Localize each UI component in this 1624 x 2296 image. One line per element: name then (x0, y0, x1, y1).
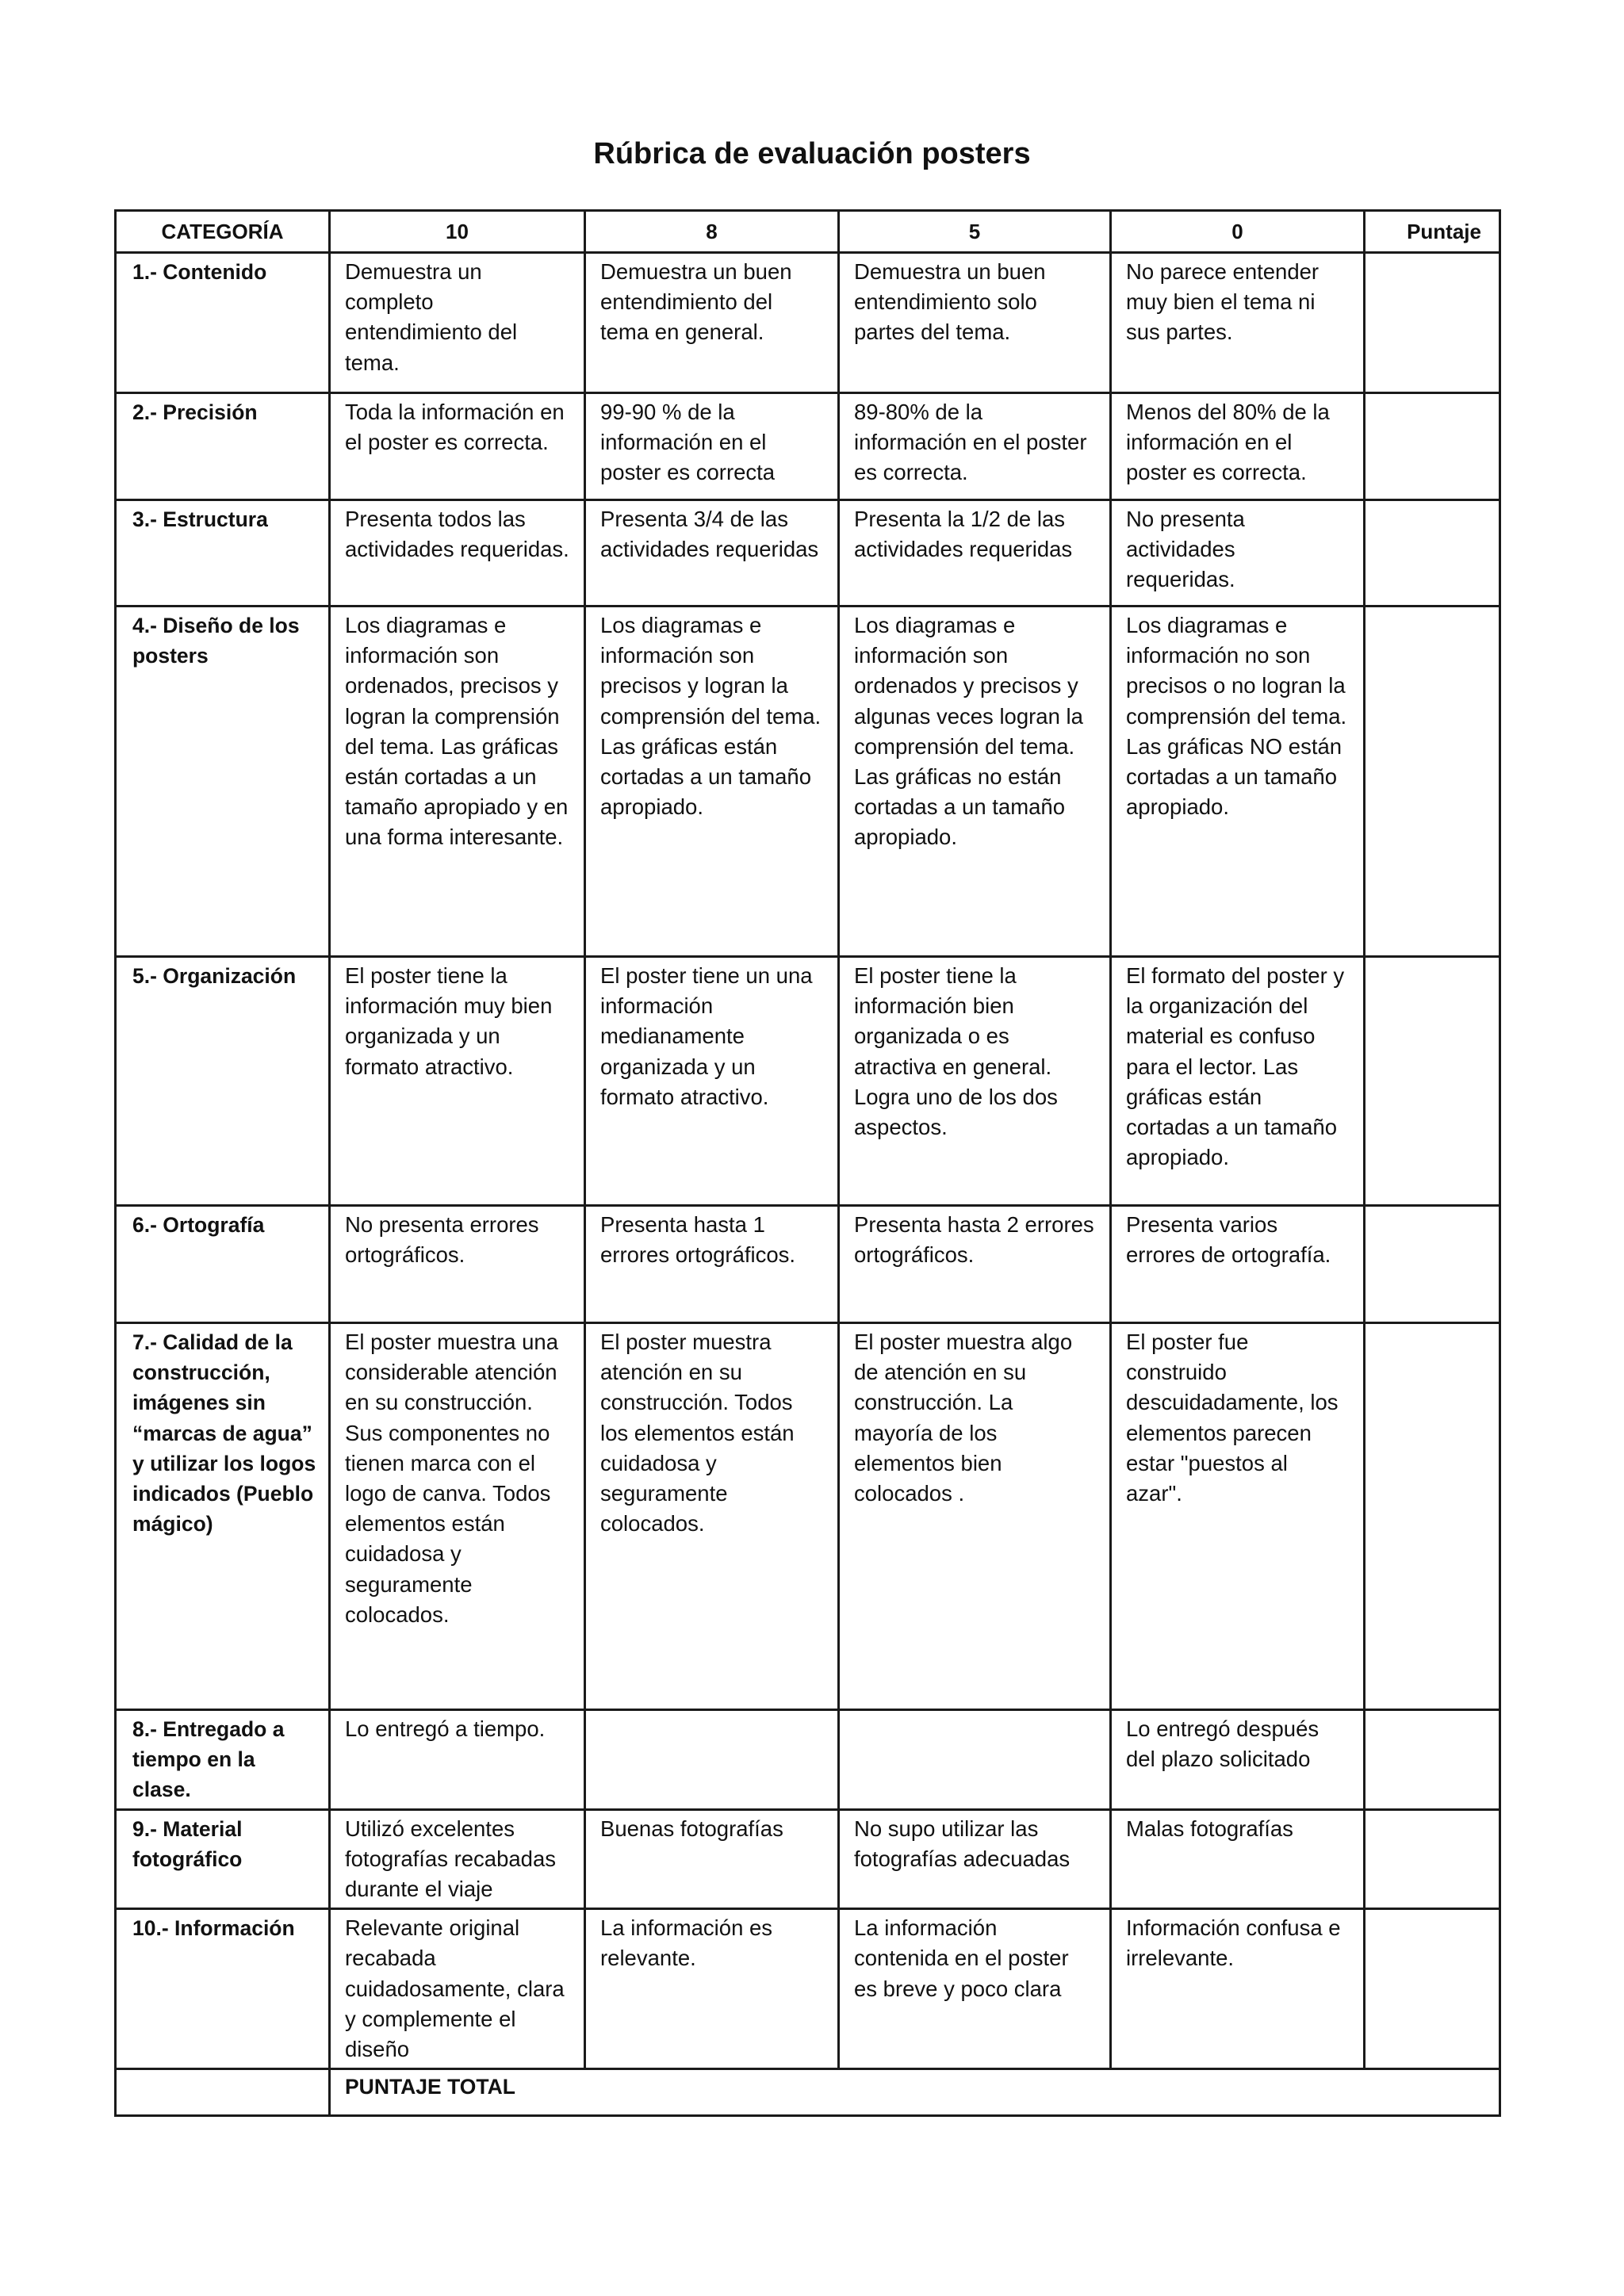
header-score-10: 10 (330, 211, 585, 253)
criteria-cell: El formato del poster y la organización del material es confuso para el lector. Las gráficas están cortadas a un tamaño apropiado. (1111, 957, 1365, 1206)
table-row (116, 1809, 1500, 1909)
criteria-cell: Menos del 80% de la información en el poster es correcta. (1111, 393, 1365, 500)
header-score-8: 8 (585, 211, 839, 253)
criteria-cell: El poster tiene un una información medianamente organizada y un formato atractivo. (585, 957, 839, 1206)
table-row (116, 1206, 1500, 1323)
score-cell[interactable] (1365, 500, 1500, 607)
table-row (116, 500, 1500, 607)
criteria-cell: Utilizó excelentes fotografías recabadas durante el viaje (330, 1809, 585, 1909)
criteria-cell: Relevante original recabada cuidadosamente, clara y complemente el diseño (330, 1909, 585, 2069)
header-score-0: 0 (1111, 211, 1365, 253)
criteria-cell: No presenta errores ortográficos. (330, 1206, 585, 1323)
criteria-cell: Información confusa e irrelevante. (1111, 1909, 1365, 2069)
criteria-cell: Demuestra un completo entendimiento del tema. (330, 253, 585, 393)
criteria-cell: Los diagramas e información son precisos y logran la comprensión del tema. Las gráficas están cortadas a un tamaño apropiado. (585, 607, 839, 957)
criteria-cell: Los diagramas e información son ordenados y precisos y algunas veces logran la comprensión del tema. Las gráficas no están cortadas a un tamaño apropiado. (839, 607, 1111, 957)
criteria-cell: Demuestra un buen entendimiento del tema en general. (585, 253, 839, 393)
criteria-cell: Presenta hasta 1 errores ortográficos. (585, 1206, 839, 1323)
score-cell[interactable] (1365, 957, 1500, 1206)
category-cell: 1.- Contenido (116, 253, 330, 393)
score-cell[interactable] (1365, 1909, 1500, 2069)
criteria-cell: No presenta actividades requeridas. (1111, 500, 1365, 607)
table-row (116, 957, 1500, 1206)
page-title: Rúbrica de evaluación posters (593, 137, 1031, 170)
header-score-5: 5 (839, 211, 1111, 253)
category-cell: 9.- Material fotográfico (116, 1809, 330, 1909)
header-category: CATEGORÍA (116, 211, 330, 253)
score-cell[interactable] (1365, 607, 1500, 957)
score-cell[interactable] (1365, 393, 1500, 500)
table-row (116, 1909, 1500, 2069)
score-cell[interactable] (1365, 253, 1500, 393)
criteria-cell: Toda la información en el poster es correcta. (330, 393, 585, 500)
criteria-cell: 99-90 % de la información en el poster es correcta (585, 393, 839, 500)
total-empty-cell (116, 2069, 330, 2116)
table-row (116, 393, 1500, 500)
criteria-cell: Buenas fotografías (585, 1809, 839, 1909)
criteria-cell: El poster fue construido descuidadamente, los elementos parecen estar "puestos al azar". (1111, 1323, 1365, 1710)
criteria-cell: Presenta todos las actividades requeridas. (330, 500, 585, 607)
criteria-cell: El poster muestra una considerable atención en su construcción. Sus componentes no tienen marca con el logo de canva. Todos elementos están cuidadosa y seguramente colocados. (330, 1323, 585, 1710)
table-row (116, 607, 1500, 957)
criteria-cell: Presenta 3/4 de las actividades requeridas (585, 500, 839, 607)
criteria-cell: El poster tiene la información muy bien organizada y un formato atractivo. (330, 957, 585, 1206)
rubric-table (114, 209, 1501, 2117)
criteria-cell (585, 1710, 839, 1810)
criteria-cell: Demuestra un buen entendimiento solo partes del tema. (839, 253, 1111, 393)
table-row (116, 253, 1500, 393)
criteria-cell: Lo entregó después del plazo solicitado (1111, 1710, 1365, 1810)
criteria-cell: No parece entender muy bien el tema ni sus partes. (1111, 253, 1365, 393)
category-cell: 2.- Precisión (116, 393, 330, 500)
header-row (116, 211, 1500, 253)
category-cell: 5.- Organización (116, 957, 330, 1206)
table-row (116, 1323, 1500, 1710)
score-cell[interactable] (1365, 1206, 1500, 1323)
category-cell: 3.- Estructura (116, 500, 330, 607)
total-row (116, 2069, 1500, 2116)
criteria-cell: Presenta hasta 2 errores ortográficos. (839, 1206, 1111, 1323)
criteria-cell: Malas fotografías (1111, 1809, 1365, 1909)
criteria-cell: La información contenida en el poster es breve y poco clara (839, 1909, 1111, 2069)
header-puntaje: Puntaje (1365, 211, 1500, 253)
criteria-cell (839, 1710, 1111, 1810)
criteria-cell: El poster muestra atención en su construcción. Todos los elementos están cuidadosa y seguramente colocados. (585, 1323, 839, 1710)
category-cell: 7.- Calidad de la construcción, imágenes sin “marcas de agua” y utilizar los logos indicados (Pueblo mágico) (116, 1323, 330, 1710)
criteria-cell: Los diagramas e información son ordenados, precisos y logran la comprensión del tema. Las gráficas están cortadas a un tamaño apropiado y en una forma interesante. (330, 607, 585, 957)
criteria-cell: El poster tiene la información bien organizada o es atractiva en general. Logra uno de los dos aspectos. (839, 957, 1111, 1206)
criteria-cell: Lo entregó a tiempo. (330, 1710, 585, 1810)
criteria-cell: El poster muestra algo de atención en su construcción. La mayoría de los elementos bien colocados . (839, 1323, 1111, 1710)
category-cell: 6.- Ortografía (116, 1206, 330, 1323)
criteria-cell: No supo utilizar las fotografías adecuadas (839, 1809, 1111, 1909)
total-label: PUNTAJE TOTAL (330, 2069, 1500, 2116)
category-cell: 4.- Diseño de los posters (116, 607, 330, 957)
criteria-cell: Presenta varios errores de ortografía. (1111, 1206, 1365, 1323)
criteria-cell: La información es relevante. (585, 1909, 839, 2069)
table-row (116, 1710, 1500, 1810)
score-cell[interactable] (1365, 1809, 1500, 1909)
score-cell[interactable] (1365, 1710, 1500, 1810)
category-cell: 8.- Entregado a tiempo en la clase. (116, 1710, 330, 1810)
criteria-cell: Presenta la 1/2 de las actividades requeridas (839, 500, 1111, 607)
score-cell[interactable] (1365, 1323, 1500, 1710)
category-cell: 10.- Información (116, 1909, 330, 2069)
criteria-cell: Los diagramas e información no son precisos o no logran la comprensión del tema. Las gráficas NO están cortadas a un tamaño apropiado. (1111, 607, 1365, 957)
criteria-cell: 89-80% de la información en el poster es correcta. (839, 393, 1111, 500)
